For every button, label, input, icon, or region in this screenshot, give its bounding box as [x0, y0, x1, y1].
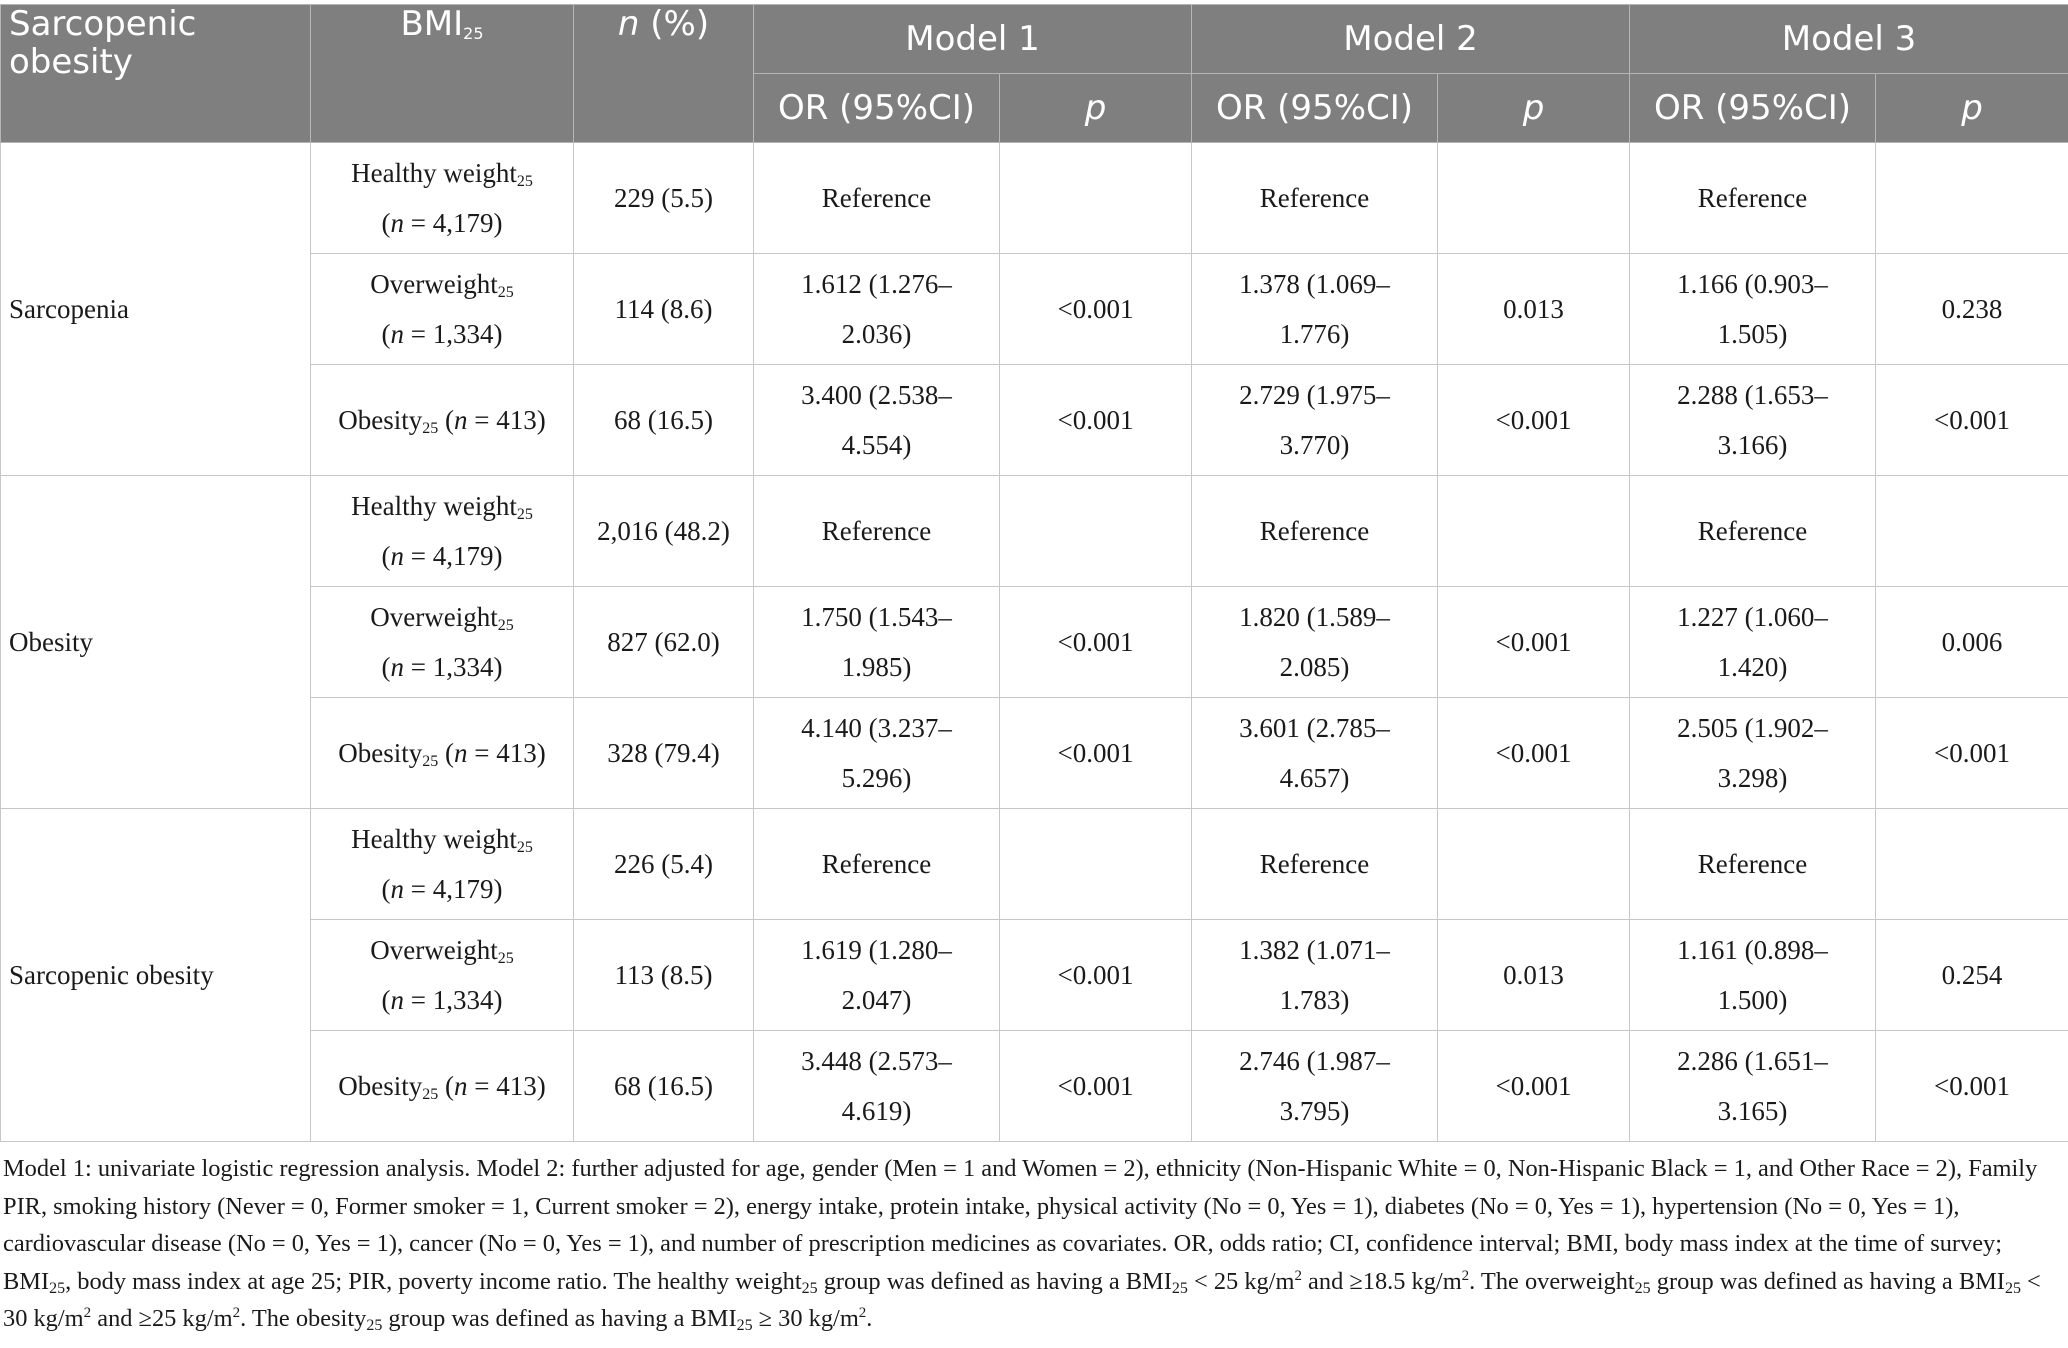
or-ci-line: 1.378 (1.069–	[1239, 269, 1390, 299]
table-row	[1, 1031, 2068, 1142]
p-value-cell: <0.001	[1000, 365, 1192, 476]
bmi-group-n-value: = 4,179)	[404, 541, 503, 571]
or-ci-cell	[1630, 143, 1876, 254]
or-ci-line: Reference	[1259, 516, 1370, 546]
bmi-group-n: n	[390, 985, 405, 1015]
n-pct-cell: 68 (16.5)	[574, 1031, 754, 1142]
table-row	[1, 587, 2068, 698]
or-ci-line: 1.750 (1.543–	[801, 602, 952, 632]
n-pct-cell: 229 (5.5)	[574, 143, 754, 254]
p-value-cell	[1438, 143, 1630, 254]
footnote-text: , body mass index at age 25; PIR, poverty income ratio. The healthy weight	[65, 1267, 802, 1295]
or-ci-line: 3.795)	[1279, 1096, 1350, 1126]
p-value-cell: <0.001	[1876, 365, 2068, 476]
bmi-group-n-value: = 4,179)	[404, 208, 503, 238]
p-value-cell	[1000, 143, 1192, 254]
footnote-text: < 30 kg/m	[3, 1267, 2047, 1332]
bmi-group-n: n	[454, 738, 468, 768]
table-body	[1, 143, 2068, 1142]
n-pct-cell: 114 (8.6)	[574, 254, 754, 365]
bmi-group-label: Healthy weight	[351, 824, 517, 854]
p-value-cell	[1000, 809, 1192, 920]
bmi-group-name	[319, 592, 565, 642]
table-row	[1, 254, 2068, 365]
bmi-group-cell	[311, 476, 574, 587]
or-ci-line: Reference	[821, 849, 932, 879]
footnote-text: . The overweight	[1469, 1267, 1635, 1295]
bmi-group-count: (n = 1,334)	[381, 652, 503, 682]
footnote-subscript: 25	[2004, 1279, 2021, 1297]
bmi-group-name	[319, 148, 565, 198]
or-ci-cell	[1630, 365, 1876, 476]
n-pct-cell: 113 (8.5)	[574, 920, 754, 1031]
or-ci-cell	[1630, 698, 1876, 809]
bmi-group-name: Obesity$_{25}$ (n = 413)	[338, 1071, 546, 1103]
footnote-text: ≥ 30 kg/m	[752, 1305, 859, 1332]
or-ci-line: 1.783)	[1279, 985, 1350, 1015]
bmi-group-count: (n = 4,179)	[381, 874, 503, 904]
footnote-superscript: 2	[232, 1305, 241, 1321]
p-value-cell	[1000, 476, 1192, 587]
outcome-cell: Sarcopenia	[1, 143, 311, 476]
or-ci-line: 2.729 (1.975–	[1239, 380, 1390, 410]
or-ci-line: 4.657)	[1279, 763, 1350, 793]
p-value-cell: <0.001	[1438, 365, 1630, 476]
header-p-2: p	[1438, 74, 1630, 143]
n-pct-cell: 68 (16.5)	[574, 365, 754, 476]
table-row	[1, 476, 2068, 587]
header-outcome: Sarcopenic obesity	[1, 5, 311, 143]
footnote-text: < 25 kg/m	[1187, 1267, 1295, 1295]
or-ci-cell	[1630, 809, 1876, 920]
or-ci-line: 5.296)	[841, 763, 912, 793]
header-or-2: OR (95%CI)	[1192, 74, 1438, 143]
or-ci-line: Reference	[1259, 849, 1370, 879]
bmi-group-label: Overweight	[370, 269, 498, 299]
or-ci-line: 3.298)	[1717, 763, 1788, 793]
or-ci-line: 2.085)	[1279, 652, 1350, 682]
bmi-group-n: n	[390, 208, 405, 238]
table-footnote	[3, 1150, 2061, 1338]
bmi-group-sub: 25	[422, 753, 439, 770]
bmi-group-n-value: = 1,334)	[404, 319, 503, 349]
footnote-superscript: 2	[1461, 1267, 1470, 1284]
table-row	[1, 809, 2068, 920]
bmi-group-sub: 25	[516, 173, 533, 190]
header-model-2: Model 2	[1192, 5, 1630, 74]
footnote-text: . The obesity	[240, 1305, 367, 1332]
footnote-text: and ≥18.5 kg/m	[1301, 1267, 1462, 1295]
header-n-pct	[574, 5, 754, 143]
table-row	[1, 698, 2068, 809]
outcome-cell: Sarcopenic obesity	[1, 809, 311, 1142]
bmi-group-n-value: = 4,179)	[404, 874, 503, 904]
header-n: n	[617, 4, 640, 44]
p-value-cell: 0.013	[1438, 254, 1630, 365]
or-ci-line: 2.047)	[841, 985, 912, 1015]
outcome-cell: Obesity	[1, 476, 311, 809]
bmi-group-n-value: = 1,334)	[404, 985, 503, 1015]
or-ci-line: Reference	[1697, 183, 1808, 213]
header-pct: (%)	[639, 4, 710, 44]
bmi-group-n: n	[390, 541, 405, 571]
or-ci-line: 1.227 (1.060–	[1677, 602, 1828, 632]
footnote-superscript: 2	[1294, 1267, 1302, 1284]
p-value-cell: <0.001	[1438, 1031, 1630, 1142]
footnote-text: and ≥25 kg/m	[91, 1305, 233, 1332]
or-ci-cell	[754, 1031, 1000, 1142]
p-value-cell: <0.001	[1438, 587, 1630, 698]
bmi-group-name	[319, 814, 565, 864]
footnote-text: .	[866, 1305, 873, 1332]
bmi-group-cell	[311, 920, 574, 1031]
header-model-1: Model 1	[754, 5, 1192, 74]
header-p-3: p	[1876, 74, 2068, 143]
or-ci-cell	[1192, 698, 1438, 809]
p-value-cell: <0.001	[1438, 698, 1630, 809]
or-ci-cell	[754, 587, 1000, 698]
or-ci-line: 1.612 (1.276–	[801, 269, 952, 299]
bmi-group-n: n	[390, 874, 405, 904]
or-ci-line: Reference	[821, 183, 932, 213]
header-or-3: OR (95%CI)	[1630, 74, 1876, 143]
or-ci-cell	[754, 698, 1000, 809]
or-ci-cell	[1630, 254, 1876, 365]
or-ci-cell	[754, 365, 1000, 476]
footnote-text: group was defined as having a BMI	[1650, 1267, 2005, 1295]
bmi-group-cell	[311, 698, 574, 809]
or-ci-cell	[754, 476, 1000, 587]
or-ci-line: 4.619)	[841, 1096, 912, 1126]
bmi-group-cell	[311, 143, 574, 254]
footnote-subscript: 25	[49, 1279, 66, 1297]
or-ci-line: 1.166 (0.903–	[1677, 269, 1828, 299]
or-ci-line: 1.161 (0.898–	[1677, 935, 1828, 965]
p-value-cell: 0.013	[1438, 920, 1630, 1031]
bmi-group-sub: 25	[422, 420, 439, 437]
or-ci-cell	[1192, 143, 1438, 254]
footnote-superscript: 2	[858, 1305, 867, 1321]
or-ci-cell	[754, 920, 1000, 1031]
or-ci-cell	[1630, 476, 1876, 587]
or-ci-line: 3.770)	[1279, 430, 1350, 460]
bmi-group-name	[319, 259, 565, 309]
bmi-group-count: (n = 1,334)	[381, 319, 503, 349]
bmi-group-label: Obesity	[338, 405, 423, 435]
or-ci-cell	[1192, 254, 1438, 365]
or-ci-line: 3.166)	[1717, 430, 1788, 460]
bmi-group-count: (n = 4,179)	[381, 208, 503, 238]
table-row	[1, 920, 2068, 1031]
or-ci-line: Reference	[821, 516, 932, 546]
table-row	[1, 143, 2068, 254]
bmi-group-sub: 25	[497, 284, 514, 301]
p-value-cell	[1876, 143, 2068, 254]
or-ci-cell	[1192, 1031, 1438, 1142]
footnote-text: group was defined as having a BMI	[817, 1267, 1172, 1295]
bmi-group-label: Overweight	[370, 935, 498, 965]
or-ci-line: 4.554)	[841, 430, 912, 460]
header-bmi	[311, 5, 574, 143]
p-value-cell: <0.001	[1000, 698, 1192, 809]
bmi-group-n-value: = 413)	[467, 1071, 546, 1101]
or-ci-line: 1.505)	[1717, 319, 1788, 349]
or-ci-cell	[1630, 1031, 1876, 1142]
bmi-group-name: Obesity$_{25}$ (n = 413)	[338, 738, 546, 770]
header-bmi-sub: 25	[463, 24, 484, 43]
bmi-group-sub: 25	[516, 839, 533, 856]
or-ci-cell	[754, 143, 1000, 254]
n-pct-cell: 2,016 (48.2)	[574, 476, 754, 587]
p-value-cell: <0.001	[1876, 1031, 2068, 1142]
or-ci-line: 1.619 (1.280–	[801, 935, 952, 965]
p-value-cell: <0.001	[1000, 254, 1192, 365]
or-ci-line: 3.601 (2.785–	[1239, 713, 1390, 743]
bmi-group-sub: 25	[422, 1086, 439, 1103]
n-pct-cell: 226 (5.4)	[574, 809, 754, 920]
bmi-group-cell	[311, 809, 574, 920]
or-ci-cell	[754, 254, 1000, 365]
bmi-group-n: n	[454, 1071, 468, 1101]
or-ci-line: 4.140 (3.237–	[801, 713, 952, 743]
p-value-cell: <0.001	[1000, 920, 1192, 1031]
or-ci-line: Reference	[1697, 516, 1808, 546]
bmi-group-n: n	[390, 319, 405, 349]
footnote-subscript: 25	[1171, 1279, 1188, 1297]
bmi-group-cell	[311, 587, 574, 698]
or-ci-line: 3.165)	[1717, 1096, 1788, 1126]
or-ci-line: 2.036)	[841, 319, 912, 349]
p-value-cell: <0.001	[1876, 698, 2068, 809]
table-header	[1, 5, 2068, 143]
bmi-group-n-value: = 413)	[467, 405, 546, 435]
or-ci-cell	[1630, 587, 1876, 698]
bmi-group-name: Obesity$_{25}$ (n = 413)	[338, 405, 546, 437]
or-ci-line: 1.776)	[1279, 319, 1350, 349]
bmi-group-label: Healthy weight	[351, 491, 517, 521]
bmi-group-n-value: = 1,334)	[404, 652, 503, 682]
n-pct-cell: 827 (62.0)	[574, 587, 754, 698]
bmi-group-name	[319, 925, 565, 975]
or-ci-line: 2.288 (1.653–	[1677, 380, 1828, 410]
or-ci-line: 2.286 (1.651–	[1677, 1046, 1828, 1076]
or-ci-line: Reference	[1259, 183, 1370, 213]
p-value-cell	[1876, 476, 2068, 587]
or-ci-line: 1.985)	[841, 652, 912, 682]
footnote-text: Model 1: univariate logistic regression analysis. Model 2: further adjusted for age, gender (Men = 1 and Women = 2), ethnicity (Non-Hispanic White = 0, Non-Hispanic Black = 1, and Other Race = 2), Family PIR, smoking history (Never = 0, Former smoker = 1, Current smoker = 2), energy intake, protein intake, physical activity (No = 0, Yes = 1), diabetes (No = 0, Yes = 1), hypertension (No = 0, Yes = 1), cardiovascular disease (No = 0, Yes = 1), cancer (No = 0, Yes = 1), and number of prescription medicines as covariates. OR, odds ratio; CI, confidence interval; BMI, body mass index at the time of survey; BMI	[3, 1155, 2044, 1295]
p-value-cell: 0.254	[1876, 920, 2068, 1031]
or-ci-cell	[1192, 365, 1438, 476]
bmi-group-count: (n = 4,179)	[381, 541, 503, 571]
or-ci-line: Reference	[1697, 849, 1808, 879]
or-ci-line: 2.746 (1.987–	[1239, 1046, 1390, 1076]
bmi-group-count: (n = 1,334)	[381, 985, 503, 1015]
bmi-group-cell	[311, 1031, 574, 1142]
p-value-cell	[1438, 809, 1630, 920]
bmi-group-name	[319, 481, 565, 531]
or-ci-line: 2.505 (1.902–	[1677, 713, 1828, 743]
or-ci-cell	[1192, 476, 1438, 587]
p-value-cell: 0.238	[1876, 254, 2068, 365]
footnote-subscript: 25	[801, 1279, 818, 1297]
bmi-group-sub: 25	[497, 617, 514, 634]
or-ci-line: 1.420)	[1717, 652, 1788, 682]
bmi-group-label: Obesity	[338, 1071, 423, 1101]
bmi-group-cell	[311, 365, 574, 476]
footnote-superscript: 2	[83, 1305, 92, 1321]
footnote-subscript: 25	[1634, 1279, 1651, 1297]
table-row	[1, 365, 2068, 476]
header-model-3: Model 3	[1630, 5, 2068, 74]
header-bmi-label: BMI	[400, 4, 464, 44]
p-value-cell: 0.006	[1876, 587, 2068, 698]
bmi-group-cell	[311, 254, 574, 365]
header-p-1: p	[1000, 74, 1192, 143]
p-value-cell: <0.001	[1000, 1031, 1192, 1142]
footnote-subscript: 25	[736, 1317, 753, 1334]
or-ci-cell	[1192, 920, 1438, 1031]
footnote-text: group was defined as having a BMI	[382, 1305, 737, 1332]
n-pct-cell: 328 (79.4)	[574, 698, 754, 809]
or-ci-line: 3.448 (2.573–	[801, 1046, 952, 1076]
or-ci-cell	[1192, 809, 1438, 920]
or-ci-cell	[1192, 587, 1438, 698]
bmi-group-label: Obesity	[338, 738, 423, 768]
or-ci-cell	[754, 809, 1000, 920]
bmi-group-n: n	[390, 652, 405, 682]
footnote-subscript: 25	[366, 1317, 383, 1334]
bmi-group-sub: 25	[497, 950, 514, 967]
or-ci-line: 1.500)	[1717, 985, 1788, 1015]
results-table	[0, 4, 2068, 1142]
or-ci-line: 1.820 (1.589–	[1239, 602, 1390, 632]
header-or-1: OR (95%CI)	[754, 74, 1000, 143]
p-value-cell	[1438, 476, 1630, 587]
or-ci-line: 3.400 (2.538–	[801, 380, 952, 410]
or-ci-cell	[1630, 920, 1876, 1031]
p-value-cell: <0.001	[1000, 587, 1192, 698]
bmi-group-label: Overweight	[370, 602, 498, 632]
bmi-group-n: n	[454, 405, 468, 435]
bmi-group-n-value: = 413)	[467, 738, 546, 768]
bmi-group-sub: 25	[516, 506, 533, 523]
or-ci-line: 1.382 (1.071–	[1239, 935, 1390, 965]
p-value-cell	[1876, 809, 2068, 920]
bmi-group-label: Healthy weight	[351, 158, 517, 188]
